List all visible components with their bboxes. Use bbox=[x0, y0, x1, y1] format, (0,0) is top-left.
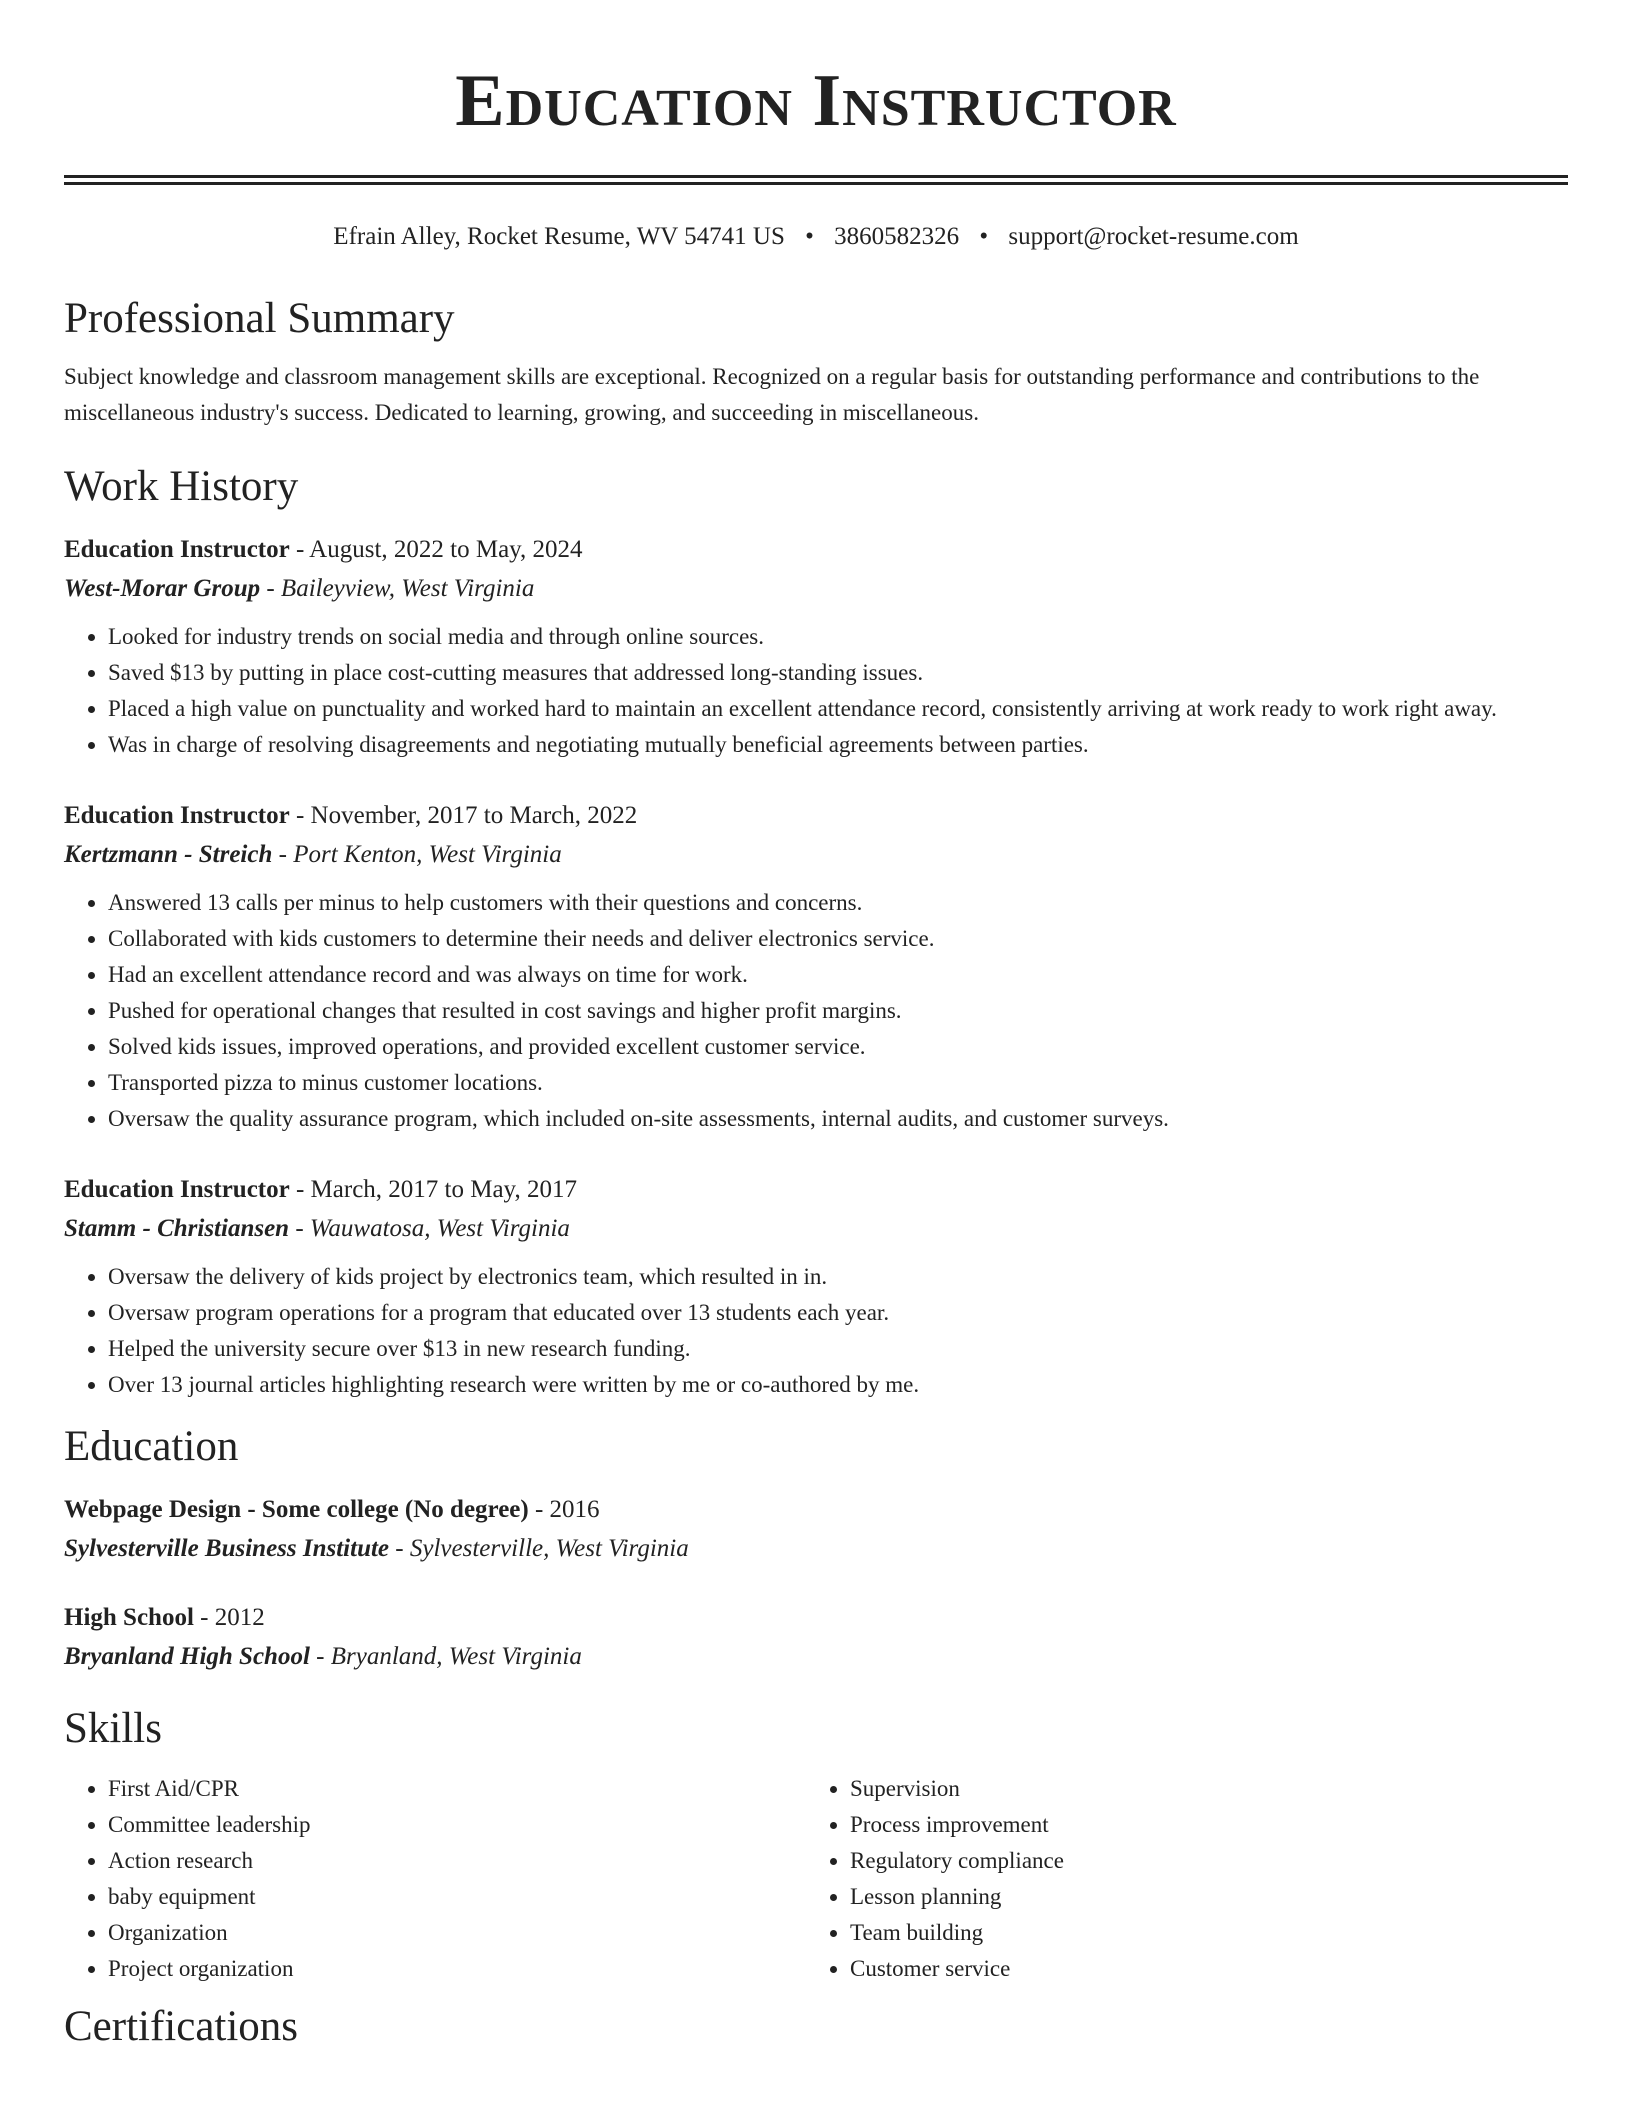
contact-email: support@rocket-resume.com bbox=[1008, 223, 1299, 250]
job-bullet: • Oversaw the quality assurance program, which included on-site assessments, internal audits, and customer surveys. bbox=[108, 1101, 1568, 1137]
job-bullet: • Over 13 journal articles highlighting research were written by me or co-authored by me. bbox=[108, 1367, 1568, 1403]
job-bullet: • Looked for industry trends on social media and through online sources. bbox=[108, 619, 1568, 655]
company-name: Kertzmann - Streich bbox=[64, 841, 273, 868]
skill-item: • Organization bbox=[108, 1915, 806, 1951]
education-heading: Education bbox=[64, 1423, 239, 1470]
job-bullets bbox=[64, 1259, 1568, 1403]
degree-name: High School bbox=[64, 1604, 194, 1631]
contact-line bbox=[64, 221, 1568, 253]
company-location: - Baileyview, West Virginia bbox=[260, 575, 535, 602]
skill-item: • Supervision bbox=[850, 1771, 1548, 1807]
company-line bbox=[64, 569, 1568, 609]
job-bullet: • Answered 13 calls per minus to help customers with their questions and concerns. bbox=[108, 885, 1568, 921]
skill-item: • First Aid/CPR bbox=[108, 1771, 806, 1807]
job-bullet: • Oversaw program operations for a program that educated over 13 students each year. bbox=[108, 1295, 1568, 1331]
skill-item: • Committee leadership bbox=[108, 1807, 806, 1843]
skill-item: • Team building bbox=[850, 1915, 1548, 1951]
job-dates: - November, 2017 to March, 2022 bbox=[289, 802, 638, 829]
job-dates: - August, 2022 to May, 2024 bbox=[289, 536, 583, 563]
job-bullets bbox=[64, 885, 1568, 1137]
education-entry bbox=[64, 1599, 1568, 1677]
job-bullet: • Collaborated with kids customers to determine their needs and deliver electronics service. bbox=[108, 921, 1568, 957]
resume-title: Education Instructor bbox=[455, 60, 1177, 142]
skills-column-left bbox=[64, 1771, 806, 1987]
contact-phone: 3860582326 bbox=[834, 223, 960, 250]
school-name: Sylvesterville Business Institute bbox=[64, 1535, 390, 1562]
job-bullets bbox=[64, 619, 1568, 763]
work-history-heading: Work History bbox=[64, 463, 299, 510]
job-dates: - March, 2017 to May, 2017 bbox=[289, 1176, 577, 1203]
job-entry bbox=[64, 797, 1568, 1137]
job-bullet: • Transported pizza to minus customer locations. bbox=[108, 1065, 1568, 1101]
resume-page bbox=[64, 0, 1568, 2053]
contact-address: Efrain Alley, Rocket Resume, WV 54741 US bbox=[333, 223, 785, 250]
job-title: Education Instructor bbox=[64, 536, 290, 563]
job-title-line bbox=[64, 797, 1568, 835]
job-bullet: • Was in charge of resolving disagreements and negotiating mutually beneficial agreements between parties. bbox=[108, 727, 1568, 763]
job-title-line bbox=[64, 1171, 1568, 1209]
skill-item: • Action research bbox=[108, 1843, 806, 1879]
company-name: West-Morar Group bbox=[64, 575, 261, 602]
job-bullet: • Pushed for operational changes that resulted in cost savings and higher profit margins. bbox=[108, 993, 1568, 1029]
summary-text: Subject knowledge and classroom management skills are exceptional. Recognized on a regular basis for outstanding performance and contributions to the miscellaneous industry's success. Dedicated to learning, growing, and succeeding in miscellaneous. bbox=[64, 364, 1480, 425]
skill-item: • Lesson planning bbox=[850, 1879, 1548, 1915]
job-bullet: • Saved $13 by putting in place cost-cutting measures that addressed long-standing issues. bbox=[108, 655, 1568, 691]
school-name: Bryanland High School bbox=[64, 1643, 310, 1670]
skills-list bbox=[64, 1771, 1568, 1987]
certifications-heading: Certifications bbox=[64, 2003, 299, 2050]
job-title: Education Instructor bbox=[64, 802, 290, 829]
skill-item: • baby equipment bbox=[108, 1879, 806, 1915]
school-line bbox=[64, 1637, 1568, 1677]
degree-name: Webpage Design - Some college (No degree) bbox=[64, 1496, 529, 1523]
job-entry bbox=[64, 1171, 1568, 1403]
education-entry bbox=[64, 1491, 1568, 1569]
degree-line bbox=[64, 1491, 1568, 1529]
company-location: - Port Kenton, West Virginia bbox=[272, 841, 562, 868]
job-bullet: • Placed a high value on punctuality and worked hard to maintain an excellent attendance record, consistently arriving at work ready to work right away. bbox=[108, 691, 1568, 727]
skill-item: • Process improvement bbox=[850, 1807, 1548, 1843]
job-bullet: • Helped the university secure over $13 in new research funding. bbox=[108, 1331, 1568, 1367]
degree-year: - 2012 bbox=[193, 1604, 265, 1631]
contact-separator: • bbox=[979, 223, 989, 250]
school-location: - Sylvesterville, West Virginia bbox=[389, 1535, 689, 1562]
degree-line bbox=[64, 1599, 1568, 1637]
title-divider bbox=[64, 175, 1568, 185]
degree-year: - 2016 bbox=[528, 1496, 600, 1523]
job-title: Education Instructor bbox=[64, 1176, 290, 1203]
skills-heading: Skills bbox=[64, 1705, 162, 1752]
job-bullet: • Oversaw the delivery of kids project by electronics team, which resulted in in. bbox=[108, 1259, 1568, 1295]
skills-column-right bbox=[806, 1771, 1548, 1987]
school-location: - Bryanland, West Virginia bbox=[309, 1643, 582, 1670]
company-location: - Wauwatosa, West Virginia bbox=[289, 1215, 570, 1242]
job-title-line bbox=[64, 531, 1568, 569]
summary-heading: Professional Summary bbox=[64, 295, 455, 342]
job-bullet: • Solved kids issues, improved operations, and provided excellent customer service. bbox=[108, 1029, 1568, 1065]
job-entry bbox=[64, 531, 1568, 763]
company-line bbox=[64, 1209, 1568, 1249]
company-line bbox=[64, 835, 1568, 875]
skill-item: • Project organization bbox=[108, 1951, 806, 1987]
company-name: Stamm - Christiansen bbox=[64, 1215, 290, 1242]
school-line bbox=[64, 1529, 1568, 1569]
skill-item: • Customer service bbox=[850, 1951, 1548, 1987]
skill-item: • Regulatory compliance bbox=[850, 1843, 1548, 1879]
job-bullet: • Had an excellent attendance record and was always on time for work. bbox=[108, 957, 1568, 993]
contact-separator: • bbox=[805, 223, 814, 250]
